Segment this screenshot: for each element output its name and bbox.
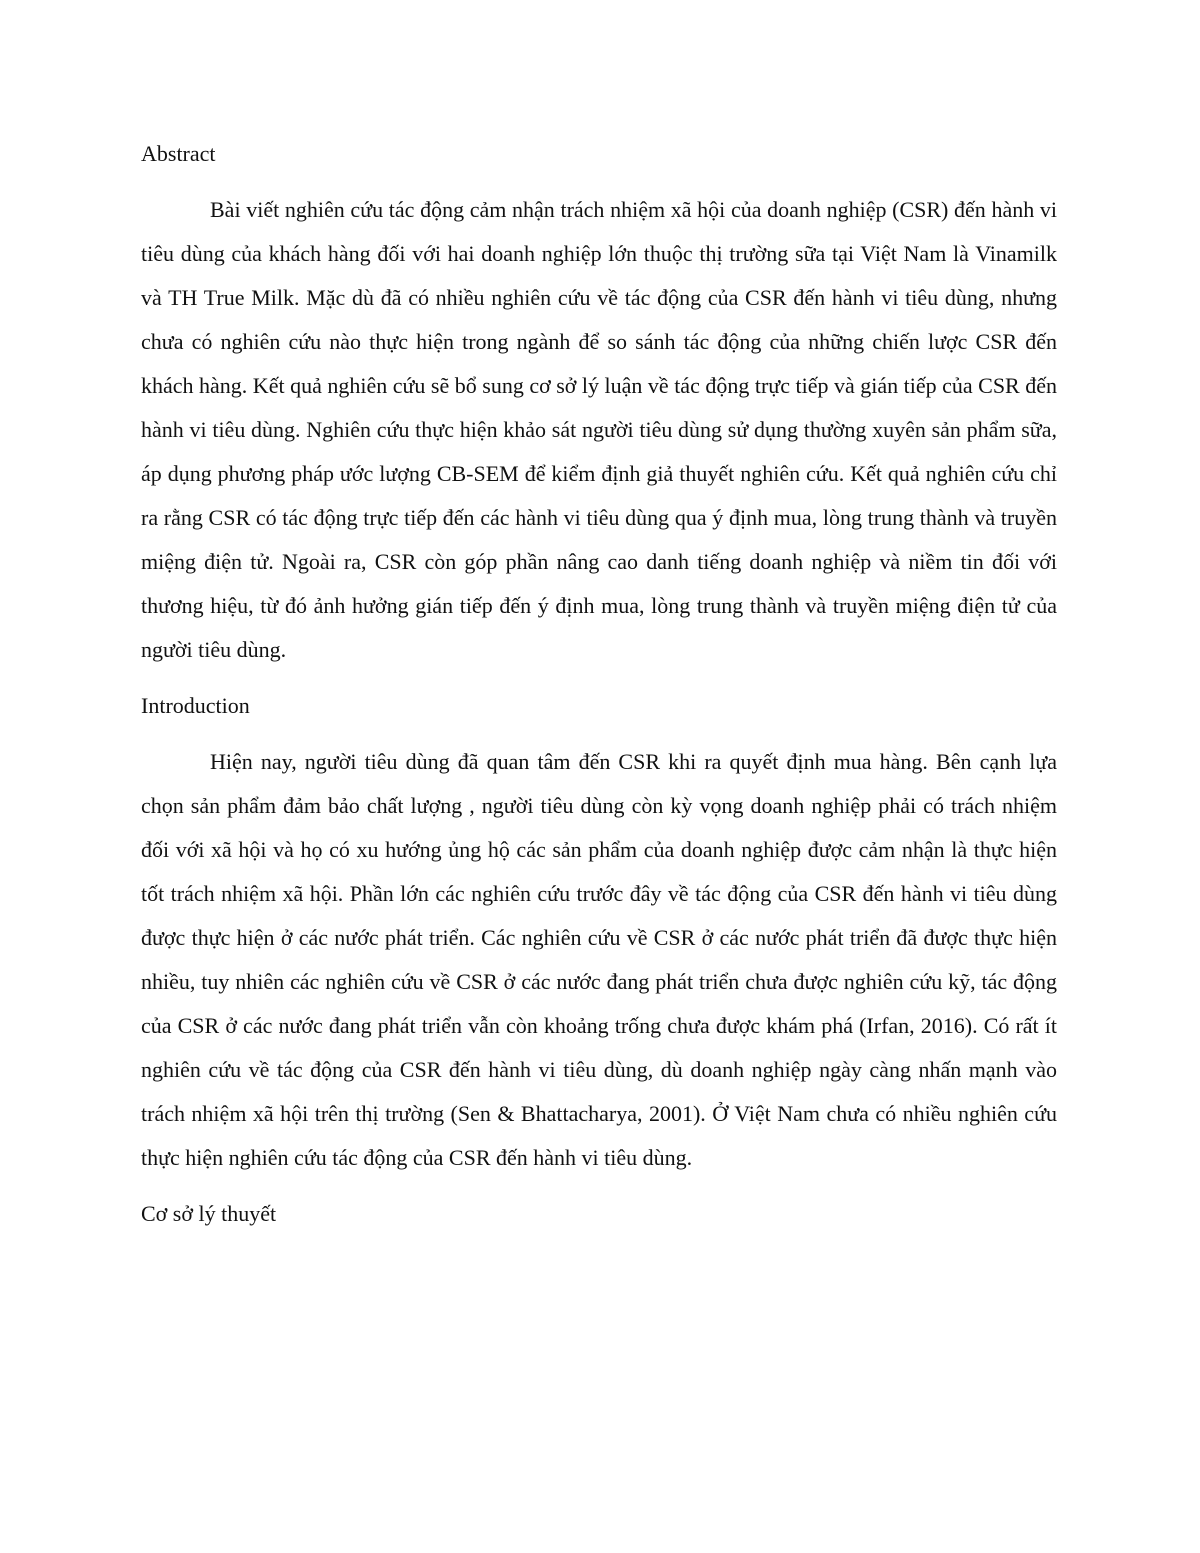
abstract-heading: Abstract — [141, 141, 216, 166]
introduction-paragraph: Hiện nay, người tiêu dùng đã quan tâm đến CSR khi ra quyết định mua hàng. Bên cạnh lựa chọn sản phẩm đảm bảo chất lượng , người tiêu dùng còn kỳ vọng doanh nghiệp phải có trách nhiệm đối với xã hội và họ có xu hướng ủng hộ các sản phẩm của doanh nghiệp được cảm nhận là thực hiện tốt trách nhiệm xã hội. Phần lớn các nghiên cứu trước đây về tác động của CSR đến hành vi tiêu dùng được thực hiện ở các nước phát triển. Các nghiên cứu về CSR ở các nước phát triển đã được thực hiện nhiều, tuy nhiên các nghiên cứu về CSR ở các nước đang phát triển chưa được nghiên cứu kỹ, tác động của CSR ở các nước đang phát triển vẫn còn khoảng trống chưa được khám phá (Irfan, 2016). Có rất ít nghiên cứu về tác động của CSR đến hành vi tiêu dùng, dù doanh nghiệp ngày càng nhấn mạnh vào trách nhiệm xã hội trên thị trường (Sen & Bhattacharya, 2001). Ở Việt Nam chưa có nhiều nghiên cứu thực hiện nghiên cứu tác động của CSR đến hành vi tiêu dùng. — [141, 749, 1057, 1170]
abstract-paragraph: Bài viết nghiên cứu tác động cảm nhận trách nhiệm xã hội của doanh nghiệp (CSR) đến hành vi tiêu dùng của khách hàng đối với hai doanh nghiệp lớn thuộc thị trường sữa tại Việt Nam là Vinamilk và TH True Milk. Mặc dù đã có nhiều nghiên cứu về tác động của CSR đến hành vi tiêu dùng, nhưng chưa có nghiên cứu nào thực hiện trong ngành để so sánh tác động của những chiến lược CSR đến khách hàng. Kết quả nghiên cứu sẽ bổ sung cơ sở lý luận về tác động trực tiếp và gián tiếp của CSR đến hành vi tiêu dùng. Nghiên cứu thực hiện khảo sát người tiêu dùng sử dụng thường xuyên sản phẩm sữa, áp dụng phương pháp ước lượng CB-SEM để kiểm định giả thuyết nghiên cứu. Kết quả nghiên cứu chỉ ra rằng CSR có tác động trực tiếp đến các hành vi tiêu dùng qua ý định mua, lòng trung thành và truyền miệng điện tử. Ngoài ra, CSR còn góp phần nâng cao danh tiếng doanh nghiệp và niềm tin đối với thương hiệu, từ đó ảnh hưởng gián tiếp đến ý định mua, lòng trung thành và truyền miệng điện tử của người tiêu dùng. — [141, 197, 1057, 662]
introduction-heading: Introduction — [141, 693, 250, 718]
document-page — [141, 132, 1057, 1248]
theory-heading: Cơ sở lý thuyết — [141, 1201, 277, 1226]
